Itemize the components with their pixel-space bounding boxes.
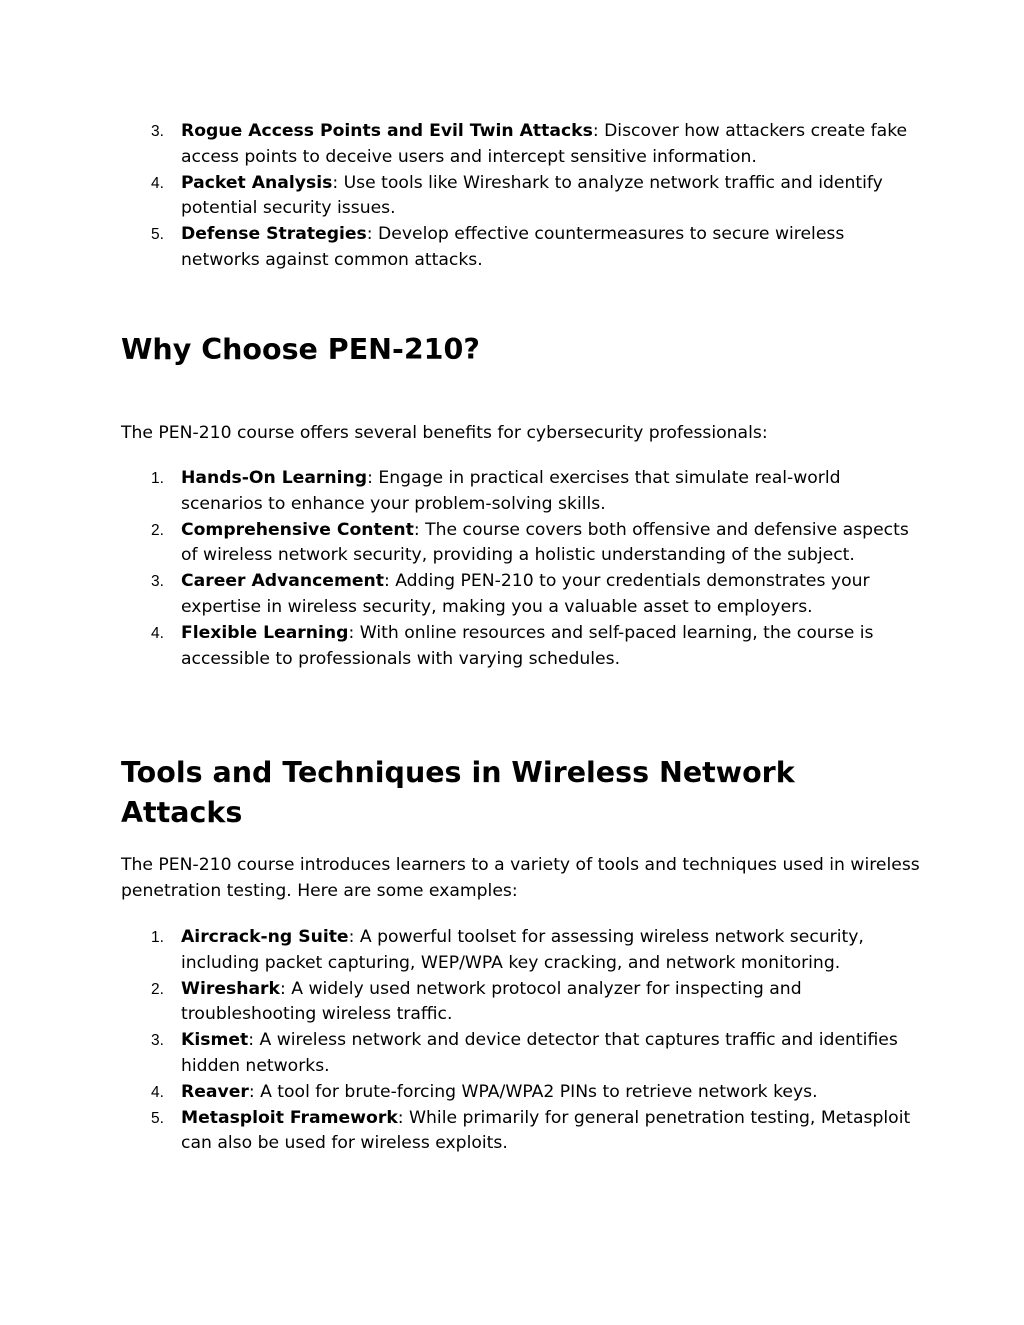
list-item <box>0 1028 911 1080</box>
list-item-term: Metasploit Framework <box>181 1107 398 1128</box>
list-item <box>0 222 911 274</box>
list-item-text: : Engage in practical exercises that simulate real-world scenarios to enhance your problem-solving skills. <box>181 468 841 514</box>
list-item-term: Aircrack-ng Suite <box>181 927 349 947</box>
list-item-text: : A powerful toolset for assessing wireless network security, including packet capturing, WEP/WPA key cracking, and network monitoring. <box>181 927 864 973</box>
list-item-text: : The course covers both offensive and defensive aspects of wireless network security, providing a holistic understanding of the subject. <box>181 519 909 566</box>
list-item-number: 3. <box>151 1032 164 1050</box>
list-item-number: 2. <box>151 521 164 539</box>
list-item-number: 3. <box>151 123 164 140</box>
list-item-text: : Discover how attackers create fake access points to deceive users and intercept sensitive information. <box>181 121 908 167</box>
list-item-text: : A widely used network protocol analyzer for inspecting and troubleshooting wireless traffic. <box>181 978 802 1025</box>
list-item <box>0 1080 911 1106</box>
list-item-number: 2. <box>151 980 164 998</box>
list-item-number: 3. <box>151 573 164 591</box>
list-item-text: : With online resources and self-paced learning, the course is accessible to professionals with varying schedules. <box>181 622 874 669</box>
list-item-term: Wireshark <box>181 978 280 999</box>
list-item-term: Rogue Access Points and Evil Twin Attacks <box>181 121 593 141</box>
list-item-text: : Develop effective countermeasures to secure wireless networks against common attacks. <box>181 224 845 270</box>
list-item-term: Packet Analysis <box>181 172 333 193</box>
list-item <box>0 119 911 171</box>
list-item <box>0 569 911 621</box>
list-item <box>0 621 911 673</box>
list-item <box>0 466 911 518</box>
list-item-term: Kismet <box>181 1030 249 1051</box>
section-heading-why: Why Choose PEN-210? <box>121 333 480 366</box>
list-item-term: Reaver <box>181 1081 249 1102</box>
list-item-number: 1. <box>151 470 164 487</box>
list-item-number: 4. <box>151 1083 164 1101</box>
list-top <box>0 119 1024 274</box>
list-item <box>0 518 911 570</box>
list-item-text: : Adding PEN-210 to your credentials demonstrates your expertise in wireless security, making you a valuable asset to employers. <box>181 571 870 617</box>
list-item-number: 1. <box>151 929 164 946</box>
list-item-number: 5. <box>151 1109 164 1127</box>
list-item <box>0 925 911 977</box>
list-item-number: 4. <box>151 624 164 642</box>
list-item-term: Comprehensive Content <box>181 519 414 540</box>
list-item <box>0 977 911 1029</box>
section-heading-tools: Tools and Techniques in Wireless Network Attacks <box>121 756 795 829</box>
list-item-text: : Use tools like Wireshark to analyze network traffic and identify potential security issues. <box>181 172 883 219</box>
list-item-term: Career Advancement <box>181 571 384 592</box>
list-item-term: Hands-On Learning <box>181 468 368 488</box>
list-item-text: : A tool for brute-forcing WPA/WPA2 PINs to retrieve network keys. <box>248 1081 818 1102</box>
section-intro-why: The PEN-210 course offers several benefits for cybersecurity professionals: <box>121 423 768 443</box>
list-item <box>0 1106 911 1158</box>
list-item-term: Defense Strategies <box>181 224 367 245</box>
list-item-text: : A wireless network and device detector that captures traffic and identifies hidden networks. <box>181 1030 898 1076</box>
list-item-number: 5. <box>151 226 164 244</box>
list-item-number: 4. <box>151 174 164 192</box>
list-item <box>0 171 911 223</box>
section-intro-tools: The PEN-210 course introduces learners to a variety of tools and techniques used in wireless penetration testing. Here are some examples: <box>121 855 920 901</box>
list-why <box>0 466 1024 672</box>
list-item-term: Flexible Learning <box>181 622 349 643</box>
list-tools <box>0 925 1024 1157</box>
list-item-text: : While primarily for general penetration testing, Metasploit can also be used for wireless exploits. <box>181 1107 911 1154</box>
